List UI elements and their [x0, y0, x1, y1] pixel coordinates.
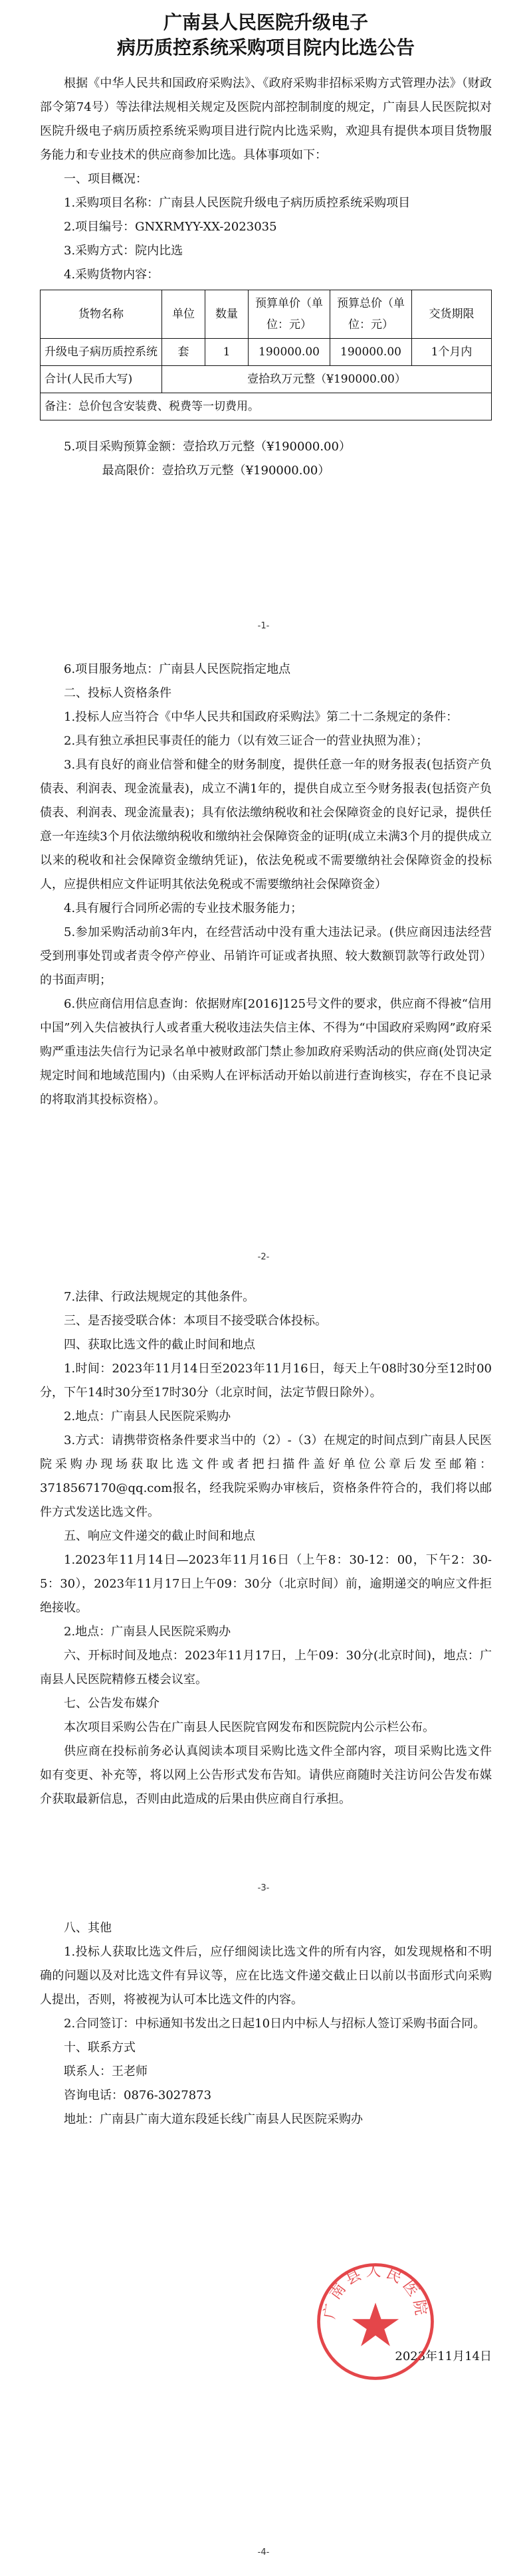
media-paragraph-1: 本次项目采购公告在广南县人民医院官网发布和医院院内公示栏公布。 [64, 1720, 435, 1734]
cell-delivery-period: 1个月内 [412, 339, 492, 366]
table-note-row [41, 393, 492, 420]
table-row [41, 339, 492, 366]
page-number-3: -3- [257, 1883, 270, 1893]
header-unit-price: 预算单价（单位：元） [249, 290, 330, 339]
qualification-3: 3.具有良好的商业信誉和健全的财务制度，提供任意一年的财务报表(包括资产负债表、利润表、现金流量表)，成立不满1年的，提供自成立至今财务报表(包括资产负债表、利润表、现金流量表)；具有依法缴纳税收和社会保障资金的良好记录，提供任意一年连续3个月依法缴纳税收和缴纳社会保障资金的证明(成立未满3个月的提供成立以来的税收和社会保障资金缴纳凭证)，依法免税或不需要缴纳社会保障资金的投标人，应提供相应文件证明其依法免税或不需要缴纳社会保障资金） [40, 758, 492, 891]
cell-sum-value: 壹拾玖万元整（¥190000.00） [162, 366, 492, 393]
contact-phone: 咨询电话：0876-3027873 [64, 2088, 212, 2102]
table-sum-row [41, 366, 492, 393]
obtain-time: 1.时间：2023年11月14日至2023年11月16日，每天上午08时30分至12时00分，下午14时30分至17时30分（北京时间，法定节假日除外）。 [40, 1362, 492, 1400]
submission-location: 2.地点：广南县人民医院采购办 [64, 1625, 231, 1639]
official-seal-icon [312, 2258, 439, 2385]
item-service-location: 6.项目服务地点：广南县人民医院指定地点 [64, 662, 291, 676]
section-8-heading: 八、其他 [64, 1921, 112, 1935]
header-qty: 数量 [205, 290, 249, 339]
item-goods-content: 4.采购货物内容： [64, 268, 159, 282]
media-paragraph-2: 供应商在投标前务必认真阅读本项目采购比选文件全部内容，项目采购比选文件如有变更、补充等，将以网上公告形式发布告知。请供应商随时关注访问公告发布媒介获取最新信息，否则由此造成的后果由供应商自行承担。 [40, 1744, 492, 1806]
qualification-7: 7.法律、行政法规规定的其他条件。 [64, 1290, 255, 1304]
cell-unit: 套 [162, 339, 205, 366]
qualification-2: 2.具有独立承担民事责任的能力（以有效三证合一的营业执照为准）； [64, 734, 429, 748]
qualification-5: 5.参加采购活动前3年内，在经营活动中没有重大违法记录。(供应商因违法经营受到刑事处罚或者责令停产停业、吊销许可证或者执照、较大数额罚款等行政处罚）的书面声明； [40, 925, 492, 987]
contact-person: 联系人：王老师 [64, 2065, 148, 2078]
section-1-heading: 一、项目概况： [64, 172, 148, 186]
header-total-price: 预算总价（单位：元） [330, 290, 412, 339]
cell-note: 备注：总价包含安装费、税费等一切费用。 [41, 393, 492, 420]
cell-sum-label: 合计(人民币大写) [41, 366, 162, 393]
qualification-6: 6.供应商信用信息查询：依据财库[2016]125号文件的要求，供应商不得被“信用中国”列入失信被执行人或者重大税收违法失信主体、不得为“中国政府采购网”政府采购严重违法失信行为记录名单中被财政部门禁止参加政府采购活动的供应商(处罚决定规定时间和地域范围内)（由采购人在评标活动开始以前进行查询核实，存在不良记录的将取消其投标资格）。 [40, 997, 492, 1107]
section-7-heading: 七、公告发布媒介 [64, 1697, 159, 1710]
cell-goods-name: 升级电子病历质控系统 [41, 339, 162, 366]
item-project-name: 1.采购项目名称：广南县人民医院升级电子病历质控系统采购项目 [64, 196, 411, 210]
cell-total-price: 190000.00 [330, 339, 412, 366]
table-header-row [41, 290, 492, 339]
title-line-1: 广南县人民医院升级电子 [163, 11, 368, 33]
header-delivery-period: 交货期限 [412, 290, 492, 339]
cell-qty: 1 [205, 339, 249, 366]
section-10-heading: 十、联系方式 [64, 2041, 136, 2055]
cell-unit-price: 190000.00 [249, 339, 330, 366]
svg-text:广南县人民医院: 广南县人民医院 [320, 2262, 431, 2320]
issue-date: 2023年11月14日 [395, 2349, 492, 2363]
item-procurement-method: 3.采购方式：院内比选 [64, 244, 183, 258]
qualification-4: 4.具有履行合同所必需的专业技术服务能力； [64, 901, 303, 915]
intro-paragraph: 根据《中华人民共和国政府采购法》、《政府采购非招标采购方式管理办法》（财政部令第74号）等法律法规相关规定及医院内部控制制度的规定，广南县人民医院拟对医院升级电子病历质控系统采购项目进行院内比选采购，欢迎具有提供本项目货物服务能力和专业技术的供应商参加比选。具体事项如下： [40, 76, 492, 162]
submission-time: 1.2023年11月14日—2023年11月16日（上午8：30-12：00，下午2：30-5：30），2023年11月17日上午09：30分（北京时间）前，逾期递交的响应文件拒绝接收。 [40, 1553, 492, 1615]
obtain-method: 3.方式：请携带资格条件要求当中的（2）-（3）在规定的时间点到广南县人民医院采购办现场获取比选文件或者把扫描件盖好单位公章后发至邮箱：3718567170@qq.com报名，经我院采购办审核后，资格条件符合的，我们将以邮件方式发送比选文件。 [40, 1433, 492, 1519]
section-2-heading: 二、投标人资格条件 [64, 686, 171, 700]
section-5-heading: 五、响应文件递交的截止时间和地点 [64, 1529, 255, 1543]
other-1: 1.投标人获取比选文件后，应仔细阅读比选文件的所有内容，如发现规格和不明确的问题以及对比选文件有异议等，应在比选文件递交截止日以前以书面形式向采购人提出，否则，将被视为认可本比选文件的内容。 [40, 1945, 492, 2007]
contact-address: 地址：广南县广南大道东段延长线广南县人民医院采购办 [64, 2112, 363, 2126]
other-2: 2.合同签订：中标通知书发出之日起10日内中标人与招标人签订采购书面合同。 [64, 2017, 486, 2031]
section-3-heading: 三、是否接受联合体：本项目不接受联合体投标。 [64, 1314, 327, 1328]
item-budget: 5.项目采购预算金额：壹拾玖万元整（¥190000.00） [64, 440, 351, 454]
item-project-number: 2.项目编号：GNXRMYY-XX-2023035 [64, 220, 277, 234]
title-line-2: 病历质控系统采购项目院内比选公告 [116, 37, 415, 58]
section-4-heading: 四、获取比选文件的截止时间和地点 [64, 1338, 255, 1352]
qualification-1: 1.投标人应当符合《中华人民共和国政府采购法》第二十二条规定的条件： [64, 710, 459, 724]
item-max-price: 最高限价：壹拾玖万元整（¥190000.00） [102, 464, 330, 478]
page-number-2: -2- [257, 1252, 270, 1262]
page-number-4: -4- [257, 2547, 270, 2557]
goods-table [40, 290, 492, 420]
header-goods-name: 货物名称 [41, 290, 162, 339]
page-number-1: -1- [257, 621, 270, 631]
obtain-location: 2.地点：广南县人民医院采购办 [64, 1410, 231, 1424]
header-unit: 单位 [162, 290, 205, 339]
section-6-opening: 六、开标时间及地点：2023年11月17日，上午09：30分(北京时间)，地点：广南县人民医院精修五楼会议室。 [40, 1649, 492, 1687]
